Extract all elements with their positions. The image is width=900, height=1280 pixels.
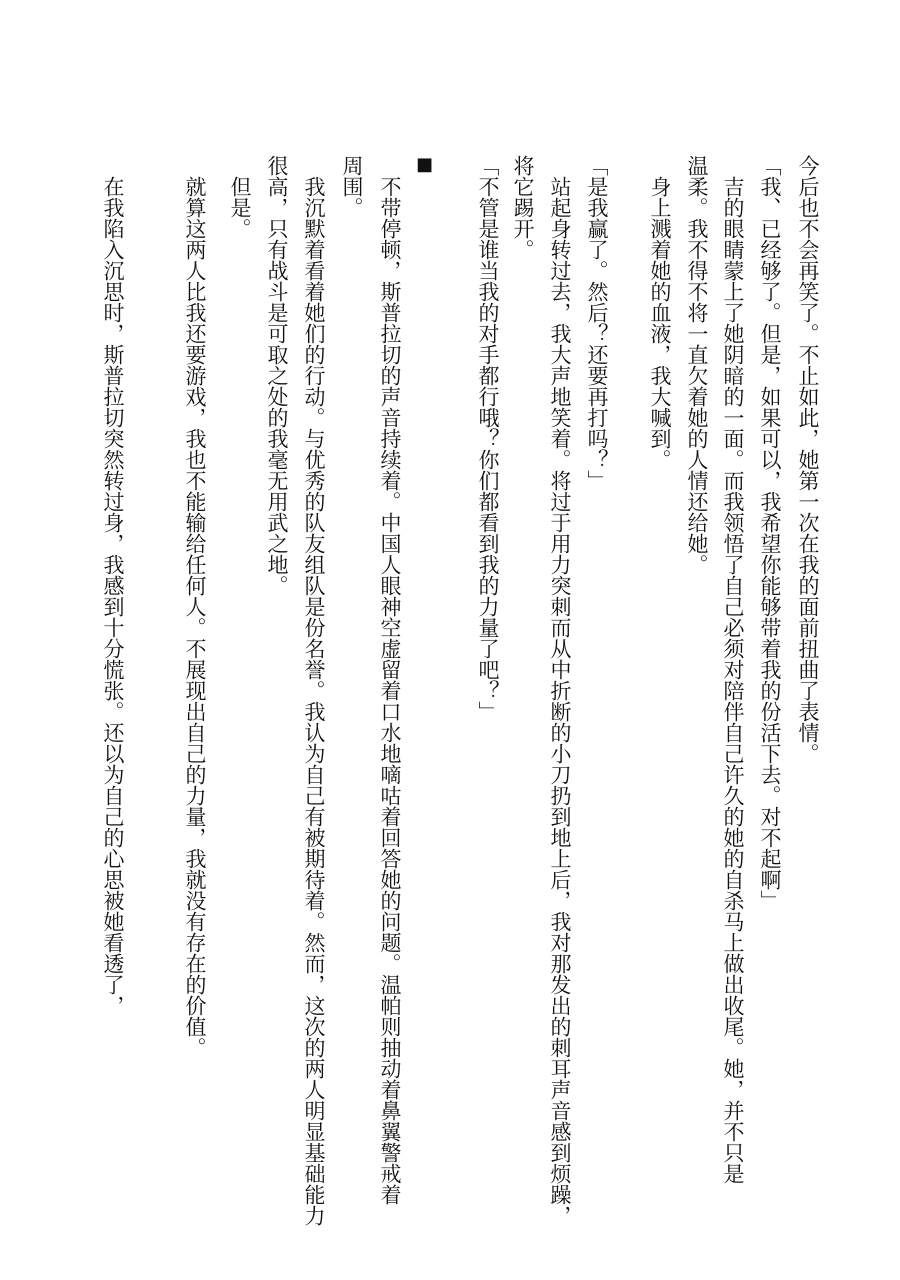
- text-column: 将它踢开。: [511, 155, 535, 260]
- text-column: 身上溅着她的血液，我大喊到。: [648, 176, 672, 470]
- text-column: 我沉默着看着她们的行动。与优秀的队友组队是份名誉。我认为自己有被期待着。然而，这次的两人明显基础能力: [302, 176, 326, 1226]
- text-column: 吉的眼睛蒙上了她阴暗的一面。而我领悟了自己必须对陪伴自己许久的她的自杀马上做出收尾。她，并不只是: [721, 176, 745, 1184]
- text-column: 「我、已经够了。但是，如果可以，我希望你能够带着我的份活下去。对不起啊」: [758, 155, 782, 911]
- text-column: 今后也不会再笑了。不止如此，她第一次在我的面前扭曲了表情。: [796, 155, 820, 764]
- text-column: 周围。: [340, 155, 364, 218]
- text-column: 温柔。我不得不将一直欠着她的人情还给她。: [685, 155, 709, 575]
- text-column: 「不管是谁当我的对手都行哦？你们都看到我的力量了吧？」: [476, 155, 500, 722]
- text-column: 但是。: [228, 176, 252, 239]
- text-column: 不带停顿，斯普拉切的声音持续着。中国人眼神空虚留着口水地嘀咕着回答她的问题。温帕则抽动着鼻翼警戒着: [378, 176, 402, 1205]
- section-break-mark: ■: [416, 154, 434, 175]
- text-column: 很高，只有战斗是可取之处的我毫无用武之地。: [265, 155, 289, 596]
- text-column: 「是我赢了。然后？还要再打吗？」: [585, 155, 609, 491]
- text-column: 站起身转过去，我大声地笑着。将过于用力突刺而从中折断的小刀扔到地上后，我对那发出的刺耳声音感到烦躁，: [548, 176, 572, 1226]
- text-column: 就算这两人比我还要游戏，我也不能输给任何人。不展现出自己的力量，我就没有存在的价值。: [183, 176, 207, 1058]
- text-column: 在我陷入沉思时，斯普拉切突然转过身，我感到十分慌张。还以为自己的心思被她看透了，: [101, 176, 125, 1016]
